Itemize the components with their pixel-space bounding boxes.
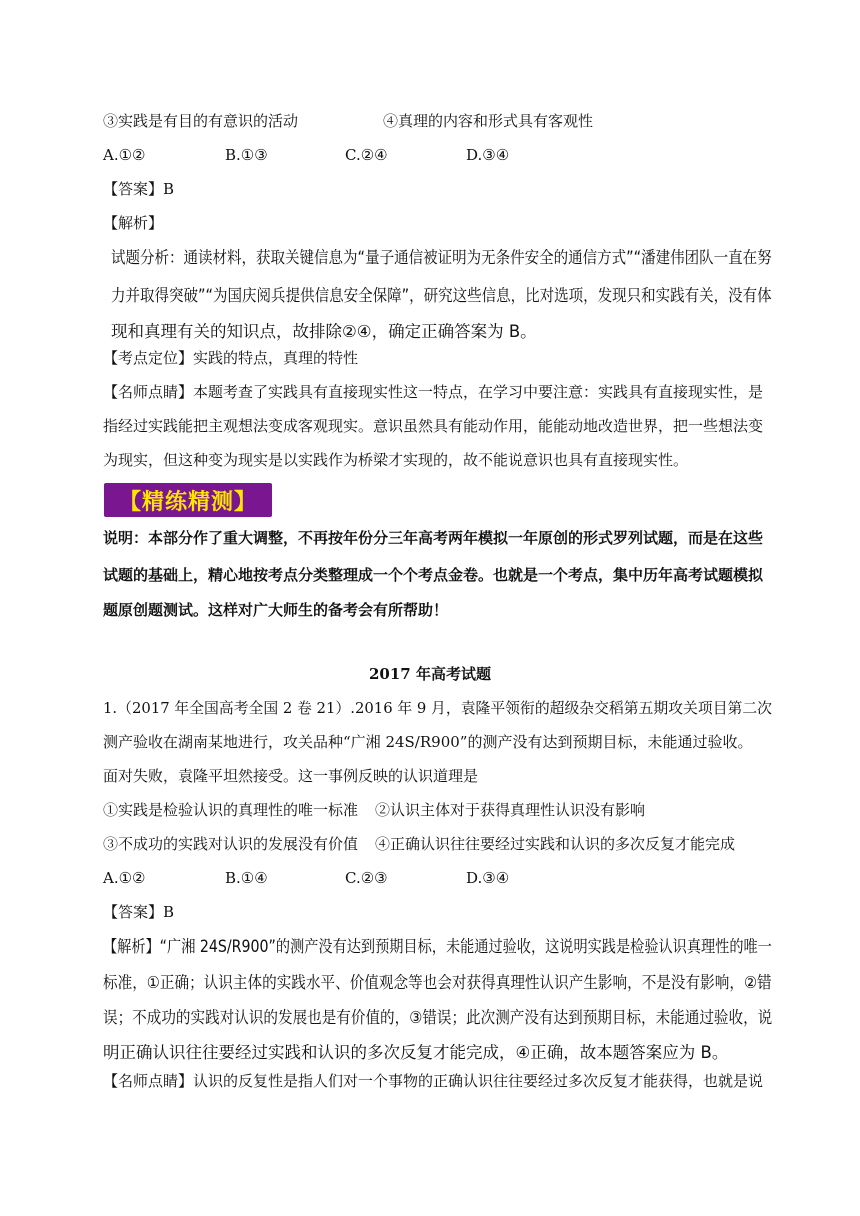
statement-3: ③实践是有目的有意识的活动	[103, 112, 299, 130]
mingshi-line: 【名师点睛】认识的反复性是指人们对一个事物的正确认识往往要经过多次反复才能获得，也就是说	[103, 1072, 764, 1090]
analysis-line: 现和真理有关的知识点，故排除②④，确定正确答案为 B。	[111, 322, 537, 341]
question-line: 面对失败，袁隆平坦然接受。这一事例反映的认识道理是	[103, 767, 479, 785]
option-d: D.③④	[466, 146, 510, 164]
question-line: 测产验收在湖南某地进行，攻关品种“广湘 24S/R900”的测产没有达到预期目标，未能通过验收。	[103, 733, 753, 751]
question-line: 1.（2017 年全国高考全国 2 卷 21）.2016 年 9 月，袁隆平领衔的超级杂交稻第五期攻关项目第二次	[103, 699, 772, 717]
option-b: B.①④	[225, 869, 268, 887]
note-line: 题原创题测试。这样对广大师生的备考会有所帮助！	[103, 601, 449, 619]
analysis-line: 力并取得突破”“为国庆阅兵提供信息安全保障”，研究这些信息，比对选项，发现只和实践有关，没有体	[111, 286, 772, 305]
statement-4: ④正确认识往往要经过实践和认识的多次反复才能完成	[375, 835, 736, 853]
option-c: C.②③	[345, 869, 388, 887]
analysis-line: 误；不成功的实践对认识的发展也是有价值的，③错误；此次测产没有达到预期目标，未能通过验收，说	[103, 1008, 773, 1027]
kaodian: 【考点定位】实践的特点，真理的特性	[103, 349, 359, 367]
mingshi-line: 指经过实践能把主观想法变成客观现实。意识虽然具有能动作用，能能动地改造世界，把一些想法变	[103, 417, 764, 435]
analysis-line: 【解析】“广湘 24S/R900”的测产没有达到预期目标，未能通过验收，这说明实践是检验认识真理性的唯一	[103, 937, 772, 956]
option-d: D.③④	[466, 869, 510, 887]
note-line: 试题的基础上，精心地按考点分类整理成一个个考点金卷。也就是一个考点，集中历年高考试题模拟	[103, 566, 764, 584]
mingshi-line: 为现实，但这种变为现实是以实践作为桥梁才实现的，故不能说意识也具有直接现实性。	[103, 451, 689, 469]
banner-text: 【精练精测】	[118, 489, 257, 515]
answer: 【答案】B	[103, 903, 175, 921]
analysis-line: 试题分析：通读材料，获取关键信息为“量子通信被证明为无条件安全的通信方式”“潘建伟团队一直在努	[111, 248, 772, 267]
option-b: B.①③	[225, 146, 268, 164]
analysis-line: 标准，①正确；认识主体的实践水平、价值观念等也会对获得真理性认识产生影响，不是没有影响，②错	[103, 973, 772, 992]
note-line: 说明：本部分作了重大调整，不再按年份分三年高考两年模拟一年原创的形式罗列试题，而是在这些	[103, 529, 764, 547]
option-a: A.①②	[103, 869, 146, 887]
statement-4: ④真理的内容和形式具有客观性	[383, 112, 594, 130]
analysis-line: 明正确认识往往要经过实践和认识的多次反复才能完成，④正确，故本题答案应为 B。	[103, 1043, 729, 1062]
section-title: 2017 年高考试题	[369, 665, 491, 683]
answer: 【答案】B	[103, 180, 175, 198]
statement-3: ③不成功的实践对认识的发展没有价值	[103, 835, 359, 853]
mingshi-line: 【名师点睛】本题考查了实践具有直接现实性这一特点，在学习中要注意：实践具有直接现实性，是	[103, 383, 764, 401]
analysis-label: 【解析】	[103, 214, 164, 232]
statement-2: ②认识主体对于获得真理性认识没有影响	[375, 801, 646, 819]
option-a: A.①②	[103, 146, 146, 164]
option-c: C.②④	[345, 146, 388, 164]
statement-1: ①实践是检验认识的真理性的唯一标准	[103, 801, 359, 819]
section-banner	[104, 483, 272, 517]
